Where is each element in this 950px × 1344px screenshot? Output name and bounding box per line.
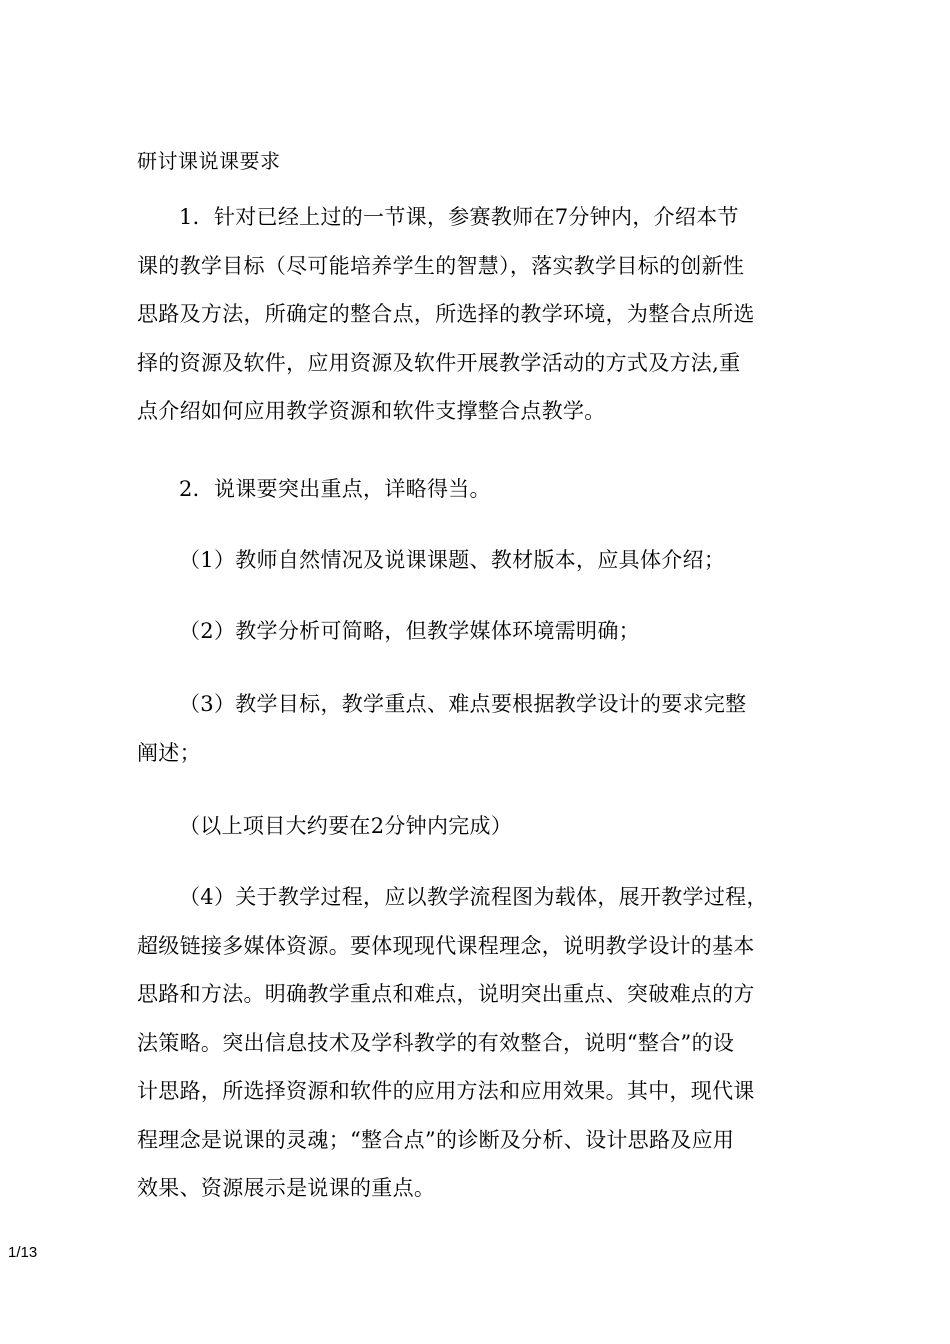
paragraph-sub-4 [137, 873, 817, 1213]
text-line: 超级链接多媒体资源。要体现现代课程理念，说明教学设计的基本 [137, 933, 755, 958]
text-line: 思路及方法，所确定的整合点，所选择的教学环境，为整合点所选 [137, 302, 755, 326]
text-line: 阐述； [137, 740, 201, 765]
text-line: 程理念是说课的灵魂；“整合点”的诊断及分析、设计思路及应用 [137, 1127, 735, 1152]
text-line: 点介绍如何应用教学资源和软件支撑整合点教学。 [137, 399, 606, 423]
page-number: 1/13 [8, 1244, 38, 1261]
text-line: 1．针对已经上过的一节课，参赛教师在7分钟内，介绍本节 [179, 205, 739, 229]
text-line: （4）关于教学过程，应以教学流程图为载体，展开教学过程， [179, 885, 768, 909]
paragraph-note: （以上项目大约要在2分钟内完成） [179, 814, 513, 838]
text-line: 课的教学目标（尽可能培养学生的智慧），落实教学目标的创新性 [137, 253, 745, 278]
paragraph-sub-3 [137, 680, 817, 777]
text-line: 法策略。突出信息技术及学科教学的有效整合，说明“整合”的设 [137, 1030, 735, 1055]
text-line: 思路和方法。明确教学重点和难点，说明突出重点、突破难点的方 [137, 982, 755, 1006]
text-line: 择的资源及软件，应用资源及软件开展教学活动的方式及方法,重 [137, 350, 741, 375]
text-line: 效果、资源展示是说课的重点。 [137, 1176, 436, 1200]
paragraph-item-1 [137, 193, 817, 436]
paragraph-item-2: 2．说课要突出重点，详略得当。 [179, 477, 491, 501]
paragraph-sub-1: （1）教师自然情况及说课课题、教材版本，应具体介绍； [179, 548, 726, 572]
document-title: 研讨课说课要求 [137, 149, 281, 173]
text-line: （3）教学目标，教学重点、难点要根据教学设计的要求完整 [179, 692, 747, 716]
paragraph-sub-2: （2）教学分析可简略，但教学媒体环境需明确； [179, 619, 640, 643]
text-line: 计思路，所选择资源和软件的应用方法和应用效果。其中，现代课 [137, 1079, 755, 1103]
